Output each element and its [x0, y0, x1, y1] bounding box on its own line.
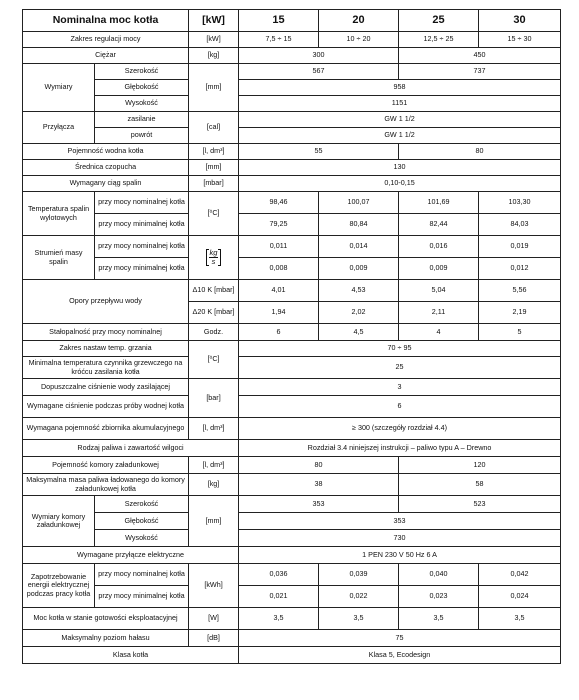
cell-value: 0,009: [319, 258, 399, 280]
row-masa-paliwa: [23, 474, 561, 496]
cell-value: 98,46: [239, 192, 319, 214]
row-ciag-spalin: [23, 176, 561, 192]
row-komora-wysokosc: [23, 530, 561, 547]
row-label: Moc kotła w stanie gotowości eksploatacyjnej: [23, 608, 189, 630]
row-komora-glebokosc: [23, 513, 561, 530]
row-klasa-kotla: [23, 647, 561, 664]
row-label: Opory przepływu wody: [23, 280, 189, 324]
row-label: Wymagany ciąg spalin: [23, 176, 189, 192]
row-label: Zapotrzebowanie energii elektrycznej podczas pracy kotła: [23, 564, 95, 608]
header-power-15: 15: [239, 10, 319, 32]
row-strumien-minimal: [23, 258, 561, 280]
header-power-20: 20: [319, 10, 399, 32]
row-label: Przyłącza: [23, 112, 95, 144]
cell-value: 0,012: [479, 258, 561, 280]
cell-value: 4,01: [239, 280, 319, 302]
cell-value: 0,042: [479, 564, 561, 586]
cell-value: 0,040: [399, 564, 479, 586]
row-label: Maksymalny poziom hałasu: [23, 630, 189, 647]
boiler-spec-table: [22, 9, 561, 664]
cell-value: 4,5: [319, 324, 399, 341]
cell-value: 82,44: [399, 214, 479, 236]
row-label: Rodzaj paliwa i zawartość wilgoci: [23, 440, 239, 457]
cell-value: 0,022: [319, 586, 399, 608]
header-row: [23, 10, 561, 32]
row-min-temperatura: [23, 357, 561, 379]
row-unit: [l, dm³]: [189, 457, 239, 474]
row-unit: [kW]: [189, 32, 239, 48]
row-wymiary-glebokosc: [23, 80, 561, 96]
row-cisnienie-proby: [23, 396, 561, 418]
cell-value: 3: [239, 379, 561, 396]
cell-value: 25: [239, 357, 561, 379]
row-unit: [mbar]: [189, 176, 239, 192]
row-label: Zakres nastaw temp. grzania: [23, 341, 189, 357]
sub-label: Δ10 K [mbar]: [189, 280, 239, 302]
cell-value: 0,024: [479, 586, 561, 608]
sub-label: zasilanie: [95, 112, 189, 128]
cell-value: 3,5: [239, 608, 319, 630]
fraction-numerator: kg: [209, 248, 218, 258]
row-unit: [W]: [189, 608, 239, 630]
cell-value: 0,008: [239, 258, 319, 280]
cell-value: 130: [239, 160, 561, 176]
cell-value: 103,30: [479, 192, 561, 214]
cell-value: 730: [239, 530, 561, 547]
row-label: Klasa kotła: [23, 647, 239, 664]
row-opory-10k: [23, 280, 561, 302]
cell-value: 6: [239, 396, 561, 418]
cell-value: 5,56: [479, 280, 561, 302]
sub-label: Głębokość: [95, 80, 189, 96]
row-temperatura-nominal: [23, 192, 561, 214]
row-unit: [kg]: [189, 474, 239, 496]
cell-value: 353: [239, 496, 399, 513]
cell-value: Klasa 5, Ecodesign: [239, 647, 561, 664]
cell-value: 0,019: [479, 236, 561, 258]
row-przylacza-zasilanie: [23, 112, 561, 128]
cell-value: 0,021: [239, 586, 319, 608]
row-label: Wymagane przyłącze elektryczne: [23, 547, 239, 564]
row-label: Strumień masy spalin: [23, 236, 95, 280]
row-unit: [⁰C]: [189, 192, 239, 236]
sub-label: przy mocy minimalnej kotła: [95, 214, 189, 236]
cell-value: 353: [239, 513, 561, 530]
cell-value: 0,014: [319, 236, 399, 258]
sub-label: przy mocy nominalnej kotła: [95, 192, 189, 214]
row-label: Średnica czopucha: [23, 160, 189, 176]
cell-value: 79,25: [239, 214, 319, 236]
cell-value: 5: [479, 324, 561, 341]
row-label: Maksymalna masa paliwa ładowanego do komory załadunkowej kotła: [23, 474, 189, 496]
cell-value: 2,02: [319, 302, 399, 324]
row-pojemnosc-wodna: [23, 144, 561, 160]
row-unit: [⁰C]: [189, 341, 239, 379]
row-rodzaj-paliwa: [23, 440, 561, 457]
header-power-30: 30: [479, 10, 561, 32]
cell-value: 523: [399, 496, 561, 513]
row-label: Wymagane ciśnienie podczas próby wodnej kotła: [23, 396, 189, 418]
cell-value: 7,5 ÷ 15: [239, 32, 319, 48]
header-power-25: 25: [399, 10, 479, 32]
row-label: Pojemność wodna kotła: [23, 144, 189, 160]
row-energia-nominal: [23, 564, 561, 586]
header-title: Nominalna moc kotła: [23, 10, 189, 32]
sub-label: Wysokość: [95, 96, 189, 112]
cell-value: 120: [399, 457, 561, 474]
cell-value: 1,94: [239, 302, 319, 324]
sub-label: Szerokość: [95, 64, 189, 80]
row-srednica-czopucha: [23, 160, 561, 176]
cell-value: 10 ÷ 20: [319, 32, 399, 48]
specification-sheet: [22, 9, 561, 664]
row-unit: [kWh]: [189, 564, 239, 608]
cell-value: 737: [399, 64, 561, 80]
cell-value: 450: [399, 48, 561, 64]
row-label: Zakres regulacji mocy: [23, 32, 189, 48]
header-unit: [kW]: [189, 10, 239, 32]
cell-value: 4: [399, 324, 479, 341]
cell-value: 1151: [239, 96, 561, 112]
cell-value: 0,023: [399, 586, 479, 608]
row-zakres-regulacji: [23, 32, 561, 48]
row-poziom-halasu: [23, 630, 561, 647]
row-label: Stałopalność przy mocy nominalnej: [23, 324, 189, 341]
row-label: Pojemność komory załadunkowej: [23, 457, 189, 474]
cell-value: 4,53: [319, 280, 399, 302]
row-label: Temperatura spalin wylotowych: [23, 192, 95, 236]
row-pojemnosc-komory: [23, 457, 561, 474]
cell-value: 0,10-0,15: [239, 176, 561, 192]
row-wymiary-wysokosc: [23, 96, 561, 112]
row-komora-szerokosc: [23, 496, 561, 513]
cell-value: 101,69: [399, 192, 479, 214]
row-unit: [mm]: [189, 64, 239, 112]
cell-value: 15 ÷ 30: [479, 32, 561, 48]
cell-value: GW 1 1/2: [239, 128, 561, 144]
cell-value: 80,84: [319, 214, 399, 236]
row-energia-minimal: [23, 586, 561, 608]
sub-label: przy mocy nominalnej kotła: [95, 236, 189, 258]
row-label: Dopuszczalne ciśnienie wody zasilającej: [23, 379, 189, 396]
row-unit: [mm]: [189, 160, 239, 176]
cell-value: 300: [239, 48, 399, 64]
row-unit: [l, dm³]: [189, 144, 239, 160]
cell-value: 2,11: [399, 302, 479, 324]
cell-value: 5,04: [399, 280, 479, 302]
unit-fraction: [206, 249, 222, 266]
cell-value: 100,07: [319, 192, 399, 214]
sub-label: Głębokość: [95, 513, 189, 530]
cell-value: 6: [239, 324, 319, 341]
row-unit: Godz.: [189, 324, 239, 341]
row-temperatura-minimal: [23, 214, 561, 236]
sub-label: przy mocy minimalnej kotła: [95, 586, 189, 608]
fraction-denominator: s: [211, 257, 216, 266]
row-label: Wymiary: [23, 64, 95, 112]
cell-value: 58: [399, 474, 561, 496]
cell-value: 3,5: [479, 608, 561, 630]
cell-value: ≥ 300 (szczegóły rozdział 4.4): [239, 418, 561, 440]
cell-value: GW 1 1/2: [239, 112, 561, 128]
row-przylacze-elektryczne: [23, 547, 561, 564]
cell-value: 2,19: [479, 302, 561, 324]
sub-label: Wysokość: [95, 530, 189, 547]
sub-label: Δ20 K [mbar]: [189, 302, 239, 324]
sub-label: powrót: [95, 128, 189, 144]
cell-value: 12,5 ÷ 25: [399, 32, 479, 48]
cell-value: 0,016: [399, 236, 479, 258]
cell-value: 38: [239, 474, 399, 496]
cell-value: Rozdział 3.4 niniejszej instrukcji – paliwo typu A – Drewno: [239, 440, 561, 457]
row-unit: [bar]: [189, 379, 239, 418]
row-label: Minimalna temperatura czynnika grzewczego na króćcu zasilania kotła: [23, 357, 189, 379]
cell-value: 0,011: [239, 236, 319, 258]
cell-value: 0,036: [239, 564, 319, 586]
cell-value: 70 ÷ 95: [239, 341, 561, 357]
sub-label: Szerokość: [95, 496, 189, 513]
sub-label: przy mocy nominalnej kotła: [95, 564, 189, 586]
row-zbiornik-akumulacyjny: [23, 418, 561, 440]
row-label: Wymagana pojemność zbiornika akumulacyjnego: [23, 418, 189, 440]
row-unit: [kg]: [189, 48, 239, 64]
cell-value: 1 PEN 230 V 50 Hz 6 A: [239, 547, 561, 564]
row-wymiary-szerokosc: [23, 64, 561, 80]
row-label: Ciężar: [23, 48, 189, 64]
cell-value: 3,5: [319, 608, 399, 630]
row-unit: [dB]: [189, 630, 239, 647]
cell-value: 80: [399, 144, 561, 160]
sub-label: przy mocy minimalnej kotła: [95, 258, 189, 280]
cell-value: 958: [239, 80, 561, 96]
cell-value: 84,03: [479, 214, 561, 236]
cell-value: 0,009: [399, 258, 479, 280]
row-ciezar: [23, 48, 561, 64]
row-unit: [cal]: [189, 112, 239, 144]
cell-value: 75: [239, 630, 561, 647]
row-zakres-nastaw: [23, 341, 561, 357]
cell-value: 3,5: [399, 608, 479, 630]
row-strumien-nominal: [23, 236, 561, 258]
cell-value: 80: [239, 457, 399, 474]
cell-value: 567: [239, 64, 399, 80]
row-unit-fraction: [189, 236, 239, 280]
row-przylacza-powrot: [23, 128, 561, 144]
cell-value: 55: [239, 144, 399, 160]
row-cisnienie-wody: [23, 379, 561, 396]
cell-value: 0,039: [319, 564, 399, 586]
row-unit: [l, dm³]: [189, 418, 239, 440]
row-unit: [mm]: [189, 496, 239, 547]
row-stalopalnosc: [23, 324, 561, 341]
row-label: Wymiary komory załadunkowej: [23, 496, 95, 547]
row-gotowosc: [23, 608, 561, 630]
